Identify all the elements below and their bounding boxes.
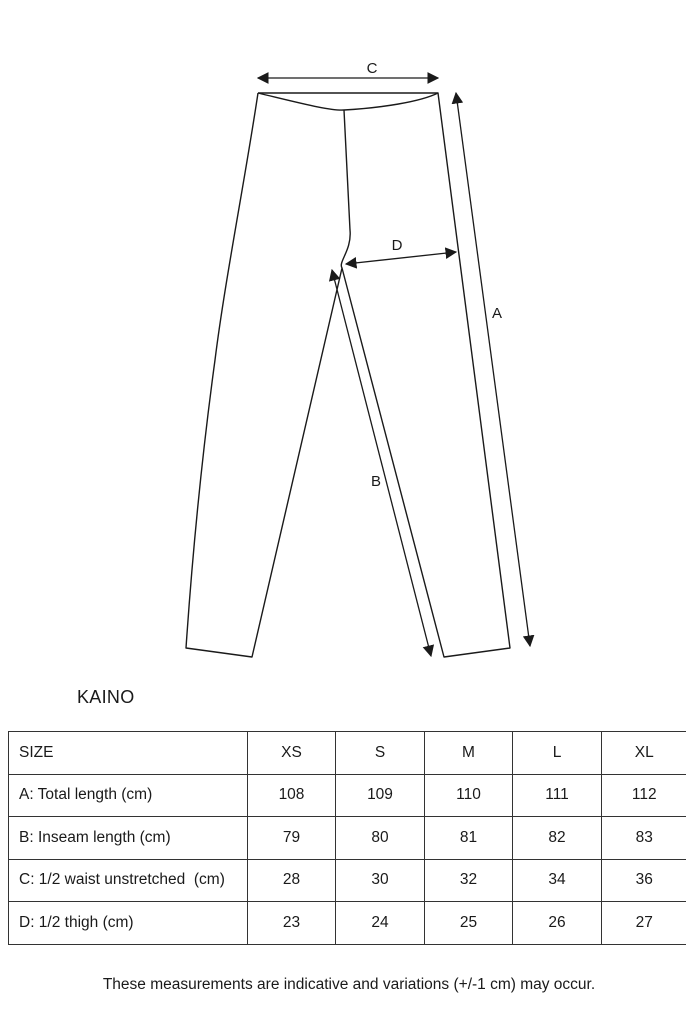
row-label: C: 1/2 waist unstretched (cm)	[9, 859, 248, 902]
cell-value: 111	[513, 774, 602, 817]
cell-value: 34	[513, 859, 602, 902]
cell-value: 80	[336, 817, 425, 860]
row-label: B: Inseam length (cm)	[9, 817, 248, 860]
measure-b-label: B	[370, 473, 382, 490]
cell-value: 82	[513, 817, 602, 860]
cell-value: 110	[425, 774, 513, 817]
cell-value: 25	[425, 902, 513, 945]
header-size-xs: XS	[248, 732, 336, 775]
cell-value: 79	[248, 817, 336, 860]
table-row	[9, 774, 686, 817]
cell-value: 23	[248, 902, 336, 945]
pants-outline	[186, 93, 510, 657]
cell-value: 36	[602, 859, 686, 902]
size-chart-table	[8, 731, 686, 945]
cell-value: 27	[602, 902, 686, 945]
table-row	[9, 902, 686, 945]
table-row	[9, 859, 686, 902]
row-label: D: 1/2 thigh (cm)	[9, 902, 248, 945]
header-size-l: L	[513, 732, 602, 775]
cell-value: 108	[248, 774, 336, 817]
table-row	[9, 817, 686, 860]
cell-value: 32	[425, 859, 513, 902]
measurement-disclaimer: These measurements are indicative and variations (+/-1 cm) may occur.	[102, 976, 596, 993]
cell-value: 112	[602, 774, 686, 817]
row-label: A: Total length (cm)	[9, 774, 248, 817]
table-header-row	[9, 732, 686, 775]
measure-b-arrow	[332, 270, 431, 656]
header-size-s: S	[336, 732, 425, 775]
cell-value: 109	[336, 774, 425, 817]
product-name: KAINO	[77, 687, 135, 707]
header-size-xl: XL	[602, 732, 686, 775]
cell-value: 81	[425, 817, 513, 860]
measure-a-arrow	[456, 93, 530, 646]
cell-value: 30	[336, 859, 425, 902]
cell-value: 83	[602, 817, 686, 860]
header-size-m: M	[425, 732, 513, 775]
waistband-curve	[258, 93, 438, 110]
measure-a-label: A	[491, 305, 503, 322]
measure-c-label: C	[366, 60, 378, 77]
cell-value: 28	[248, 859, 336, 902]
measure-d-label: D	[391, 237, 403, 254]
header-size-label: SIZE	[9, 732, 248, 775]
cell-value: 24	[336, 902, 425, 945]
cell-value: 26	[513, 902, 602, 945]
